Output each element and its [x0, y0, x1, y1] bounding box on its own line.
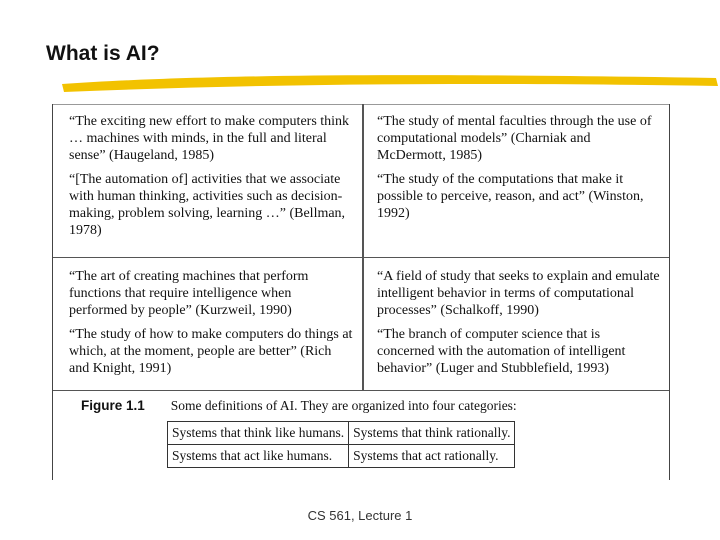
definition-text: “The exciting new effort to make computers think … machines with minds, in the full and literal sense” (Haugeland, 1985) — [69, 114, 350, 163]
definition-text: “The study of how to make computers do things at which, at the moment, people are better” (Rich and Knight, 1991) — [69, 327, 353, 376]
definition-text: “[The automation of] activities that we associate with human thinking, activities such as decision-making, problem solving, learning …” (Bellman, 1978) — [69, 172, 346, 238]
table-cell: Systems that think rationally. — [349, 422, 515, 445]
quadrant-act-rationally — [377, 268, 661, 384]
definition-text: “The branch of computer science that is concerned with the automation of intelligent behavior” (Luger and Stubblefield, 1993) — [377, 327, 626, 376]
categories-table — [167, 421, 515, 468]
definitions-row-thinking — [53, 104, 669, 258]
slide-title: What is AI? — [46, 42, 160, 65]
figure-caption — [81, 398, 517, 414]
figure-label: Figure 1.1 — [81, 398, 145, 413]
caption-text: Some definitions of AI. They are organized into four categories: — [170, 398, 517, 413]
quadrant-think-rationally — [377, 113, 661, 229]
table-row — [168, 422, 515, 445]
ai-definitions-figure — [52, 104, 670, 480]
table-cell: Systems that act rationally. — [349, 445, 515, 468]
definition-text: “A field of study that seeks to explain and emulate intelligent behavior in terms of computational processes” (Schalkoff, 1990) — [377, 269, 660, 318]
definitions-row-acting — [53, 258, 669, 391]
quadrant-act-humanly — [69, 268, 353, 384]
table-row — [168, 445, 515, 468]
slide-footer: CS 561, Lecture 1 — [307, 508, 413, 523]
table-cell: Systems that think like humans. — [168, 422, 349, 445]
definition-text: “The study of mental faculties through the use of computational models” (Charniak and McDermott, 1985) — [377, 114, 652, 163]
definition-text: “The study of the computations that make it possible to perceive, reason, and act” (Winston, 1992) — [377, 172, 644, 221]
title-underline-decoration — [60, 70, 720, 94]
table-cell: Systems that act like humans. — [168, 445, 349, 468]
definition-text: “The art of creating machines that perform functions that require intelligence when performed by people” (Kurzweil, 1990) — [69, 269, 309, 318]
quadrant-think-humanly — [69, 113, 353, 246]
column-divider — [362, 104, 364, 390]
